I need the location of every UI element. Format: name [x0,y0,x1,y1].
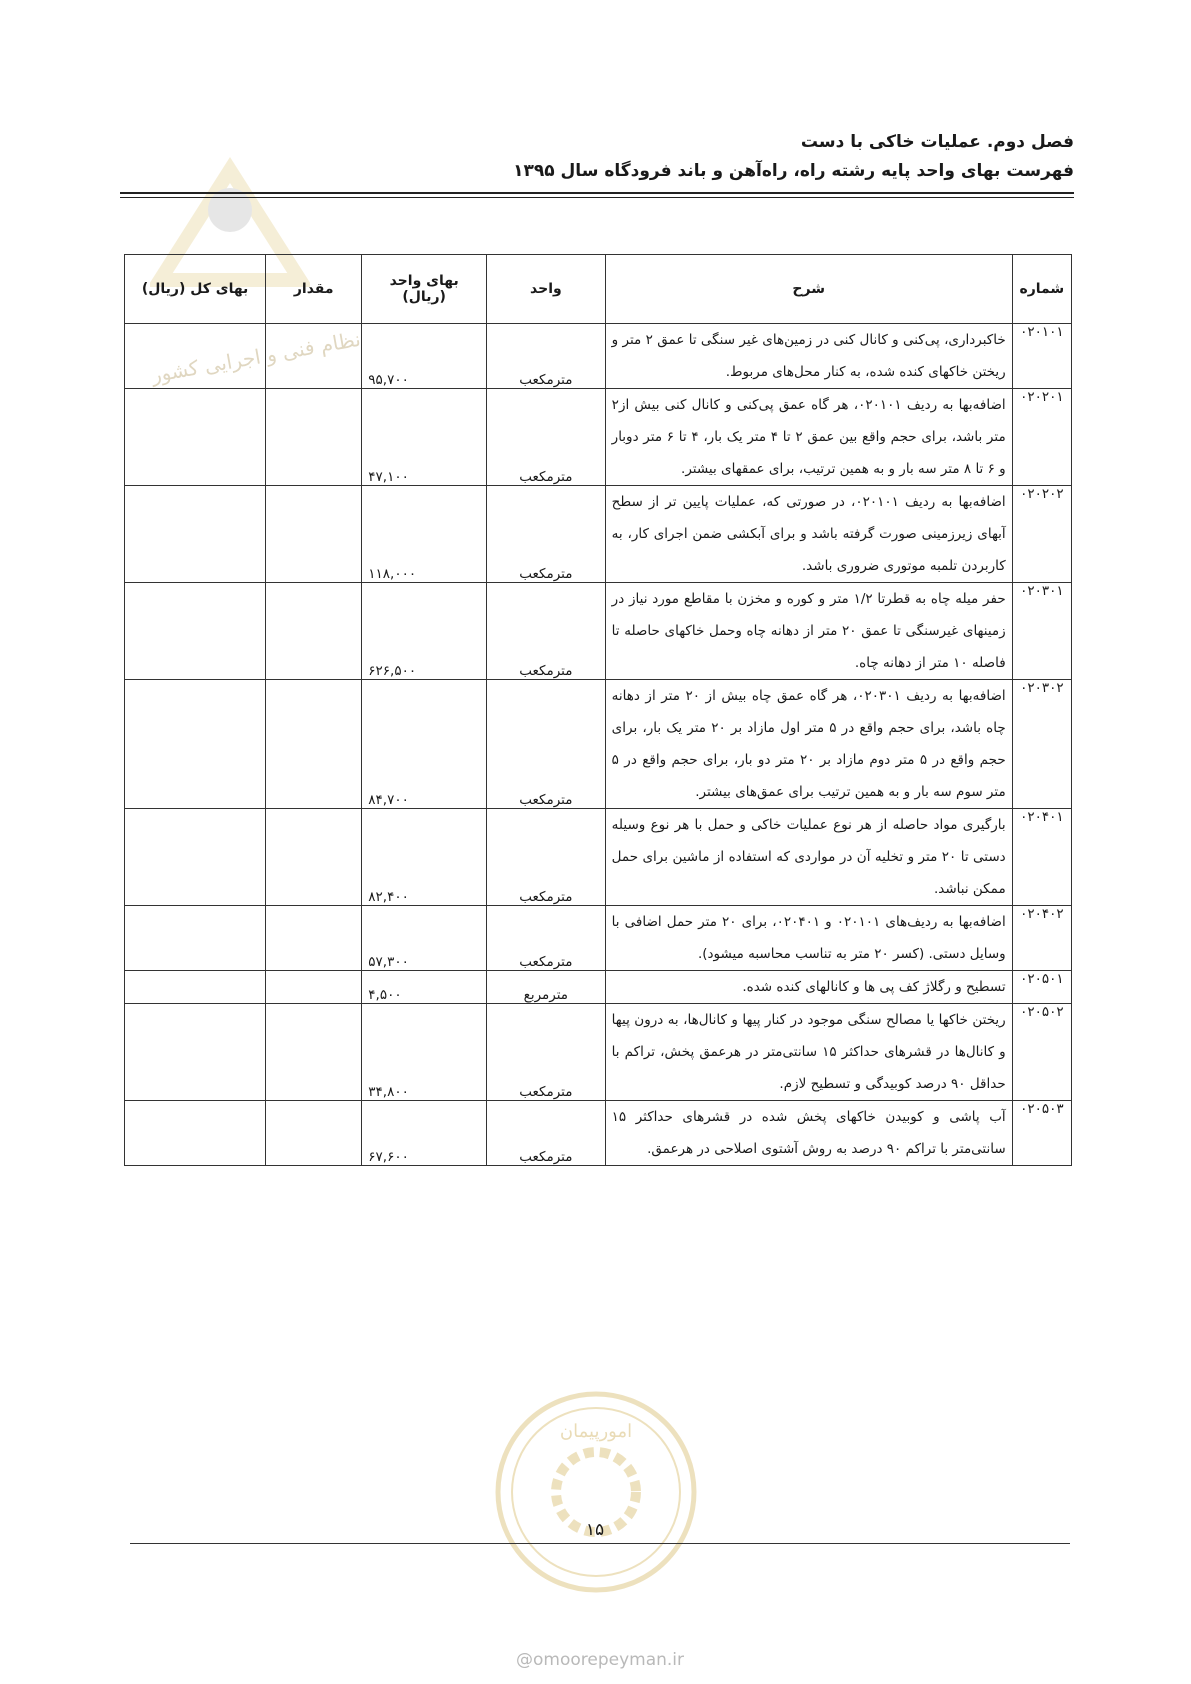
item-quantity [266,971,362,1004]
item-description: تسطیح و رگلاژ کف پی ها و کانالهای کنده شده. [605,971,1012,1004]
item-quantity [266,1101,362,1166]
item-description: اضافه‌بها به ردیف ۰۲۰۱۰۱، در صورتی که، عملیات پایین تر از سطح آبهای زیرزمینی صورت گرفته باشد و برای آبکشی ضمن اجرای کار، به کاربردن تلمبه موتوری ضروری باشد. [605,486,1012,583]
item-quantity [266,389,362,486]
item-unit: مترمکعب [487,583,606,680]
item-total [125,1101,266,1166]
item-quantity [266,583,362,680]
table-header-row [125,255,1072,324]
item-unit-price: ۴,۵۰۰ [362,971,487,1004]
seal-watermark [491,1387,701,1597]
header-quantity: مقدار [266,255,362,324]
item-description: اضافه‌بها به ردیف ۰۲۰۳۰۱، هر گاه عمق چاه بیش از ۲۰ متر از دهانه چاه باشد، برای حجم واقع در ۵ متر اول مازاد بر ۲۰ متر یک بار، برای حجم واقع در ۵ متر دوم مازاد بر ۲۰ متر دو بار، برای حجم واقع در ۵ متر سوم سه بار و به همین ترتیب برای عمق‌های بیشتر. [605,680,1012,809]
item-code: ۰۲۰۳۰۱ [1012,583,1071,680]
item-code: ۰۲۰۵۰۱ [1012,971,1071,1004]
item-description: آب پاشی و کوبیدن خاکهای پخش شده در قشرهای حداکثر ۱۵ سانتی‌متر با تراکم ۹۰ درصد به روش آشتوی اصلاحی در هرعمق. [605,1101,1012,1166]
item-unit: مترمکعب [487,1004,606,1101]
item-quantity [266,486,362,583]
item-unit-price: ۱۱۸,۰۰۰ [362,486,487,583]
table-row [125,1101,1072,1166]
item-unit: مترمکعب [487,1101,606,1166]
item-description: خاکبرداری، پی‌کنی و کانال کنی در زمین‌های غیر سنگی تا عمق ۲ متر و ریختن خاکهای کنده شده، به کنار محل‌های مربوط. [605,324,1012,389]
item-unit-price: ۹۵,۷۰۰ [362,324,487,389]
page-header [120,128,1074,186]
seal-text: امورپیمان [559,1421,633,1442]
item-total [125,324,266,389]
item-quantity [266,324,362,389]
item-code: ۰۲۰۲۰۱ [1012,389,1071,486]
table-row [125,809,1072,906]
item-quantity [266,809,362,906]
header-unit: واحد [487,255,606,324]
table-row [125,389,1072,486]
item-total [125,1004,266,1101]
item-total [125,680,266,809]
item-description: حفر میله چاه به قطرتا ۱/۲ متر و کوره و مخزن با مقاطع مورد نیاز در زمینهای غیرسنگی تا عمق ۲۰ متر از دهانه چاه وحمل خاکهای حاصله تا فاصله ۱۰ متر از دهانه چاه. [605,583,1012,680]
item-total [125,389,266,486]
table-row [125,971,1072,1004]
table-row [125,583,1072,680]
item-quantity [266,1004,362,1101]
header-description: شرح [605,255,1012,324]
item-unit-price: ۶۲۶,۵۰۰ [362,583,487,680]
item-total [125,809,266,906]
header-code: شماره [1012,255,1071,324]
table-row [125,1004,1072,1101]
item-code: ۰۲۰۵۰۲ [1012,1004,1071,1101]
item-code: ۰۲۰۴۰۲ [1012,906,1071,971]
item-total [125,971,266,1004]
item-quantity [266,680,362,809]
table-row [125,324,1072,389]
site-watermark: @omoorepeyman.ir [515,1650,685,1670]
item-unit: مترمکعب [487,486,606,583]
item-unit-price: ۵۷,۳۰۰ [362,906,487,971]
item-code: ۰۲۰۱۰۱ [1012,324,1071,389]
item-unit: مترمکعب [487,324,606,389]
item-unit: مترمکعب [487,680,606,809]
item-total [125,486,266,583]
item-description: ریختن خاکها یا مصالح سنگی موجود در کنار پیها و کانال‌ها، به درون پیها و کانال‌ها در قشرهای حداکثر ۱۵ سانتی‌متر در هرعمق پخش، تراکم با حداقل ۹۰ درصد کوبیدگی و تسطیح لازم. [605,1004,1012,1101]
item-unit-price: ۸۴,۷۰۰ [362,680,487,809]
item-unit-price: ۳۴,۸۰۰ [362,1004,487,1101]
header-rule [120,192,1074,198]
item-description: اضافه‌بها به ردیف‌های ۰۲۰۱۰۱ و ۰۲۰۴۰۱، برای ۲۰ متر حمل اضافی با وسایل دستی. (کسر ۲۰ متر به تناسب محاسبه میشود). [605,906,1012,971]
table-row [125,906,1072,971]
item-unit-price: ۸۲,۴۰۰ [362,809,487,906]
item-quantity [266,906,362,971]
price-table [124,254,1072,1166]
item-total [125,906,266,971]
header-unit-price: بهای واحد (ریال) [362,255,487,324]
page-number: ۱۵ [585,1520,605,1540]
price-list-title: فهرست بهای واحد پایه رشته راه، راه‌آهن و باند فرودگاه سال ۱۳۹۵ [513,161,1074,181]
item-unit: مترمکعب [487,906,606,971]
item-unit-price: ۶۷,۶۰۰ [362,1101,487,1166]
item-unit: مترمربع [487,971,606,1004]
item-unit: مترمکعب [487,389,606,486]
chapter-title: فصل دوم. عملیات خاکی با دست [800,132,1074,152]
table-row [125,486,1072,583]
footer-rule [130,1543,1070,1544]
item-total [125,583,266,680]
item-code: ۰۲۰۵۰۳ [1012,1101,1071,1166]
item-code: ۰۲۰۴۰۱ [1012,809,1071,906]
item-code: ۰۲۰۳۰۲ [1012,680,1071,809]
item-description: اضافه‌بها به ردیف ۰۲۰۱۰۱، هر گاه عمق پی‌کنی و کانال کنی بیش از۲ متر باشد، برای حجم واقع بین عمق ۲ تا ۴ متر یک بار، ۴ تا ۶ متر دوبار و ۶ تا ۸ متر سه بار و به همین ترتیب، برای عمقهای بیشتر. [605,389,1012,486]
item-code: ۰۲۰۲۰۲ [1012,486,1071,583]
table-row [125,680,1072,809]
item-unit: مترمکعب [487,809,606,906]
item-unit-price: ۴۷,۱۰۰ [362,389,487,486]
watermark-text: نظام فنی و اجرایی کشور [149,326,363,388]
item-description: بارگیری مواد حاصله از هر نوع عملیات خاکی و حمل با هر نوع وسیله دستی تا ۲۰ متر و تخلیه آن در مواردی که استفاده از ماشین برای حمل ممکن نباشد. [605,809,1012,906]
header-total: بهای کل (ریال) [125,255,266,324]
